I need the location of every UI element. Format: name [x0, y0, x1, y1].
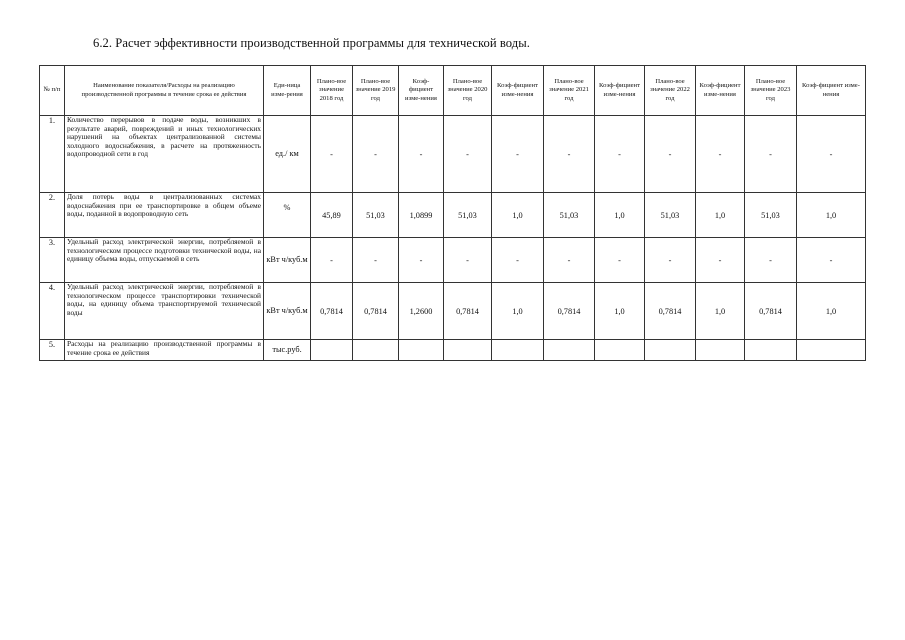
row-value: -: [399, 238, 444, 283]
row-value: -: [797, 116, 866, 193]
row-value: -: [492, 116, 544, 193]
row-value: 1,0899: [399, 193, 444, 238]
header-period: Плано-вое значение 2018 год: [311, 66, 353, 116]
row-unit: тыс.руб.: [264, 340, 311, 361]
header-period: Коэф-фициент изме-нения: [595, 66, 645, 116]
row-value: 0,7814: [444, 283, 492, 340]
row-value: 1,0: [696, 193, 745, 238]
header-period: Коэф-фициент изме-нения: [399, 66, 444, 116]
row-value: -: [745, 116, 797, 193]
row-number: 5.: [40, 340, 65, 361]
row-value: -: [544, 238, 595, 283]
row-value: 1,0: [595, 193, 645, 238]
header-period: Плано-вое значение 2022 год: [645, 66, 696, 116]
row-value: 0,7814: [745, 283, 797, 340]
row-value: 0,7814: [353, 283, 399, 340]
row-value: 0,7814: [645, 283, 696, 340]
row-value: -: [544, 116, 595, 193]
row-value: 1,0: [797, 193, 866, 238]
page-title: 6.2. Расчет эффективности производственной программы для технической воды.: [93, 36, 530, 50]
row-value: [544, 340, 595, 361]
row-value: [492, 340, 544, 361]
row-value: -: [311, 238, 353, 283]
table-row: [40, 340, 866, 361]
header-period: Плано-вое значение 2023 год: [745, 66, 797, 116]
row-value: [745, 340, 797, 361]
row-value: 51,03: [544, 193, 595, 238]
row-value: 45,89: [311, 193, 353, 238]
header-period: Плано-вое значение 2020 год: [444, 66, 492, 116]
row-value: 1,2600: [399, 283, 444, 340]
row-value: -: [595, 238, 645, 283]
header-unit: Еди-ница изме-рения: [264, 66, 311, 116]
row-indicator-name: Удельный расход электрической энергии, потребляемой в технологическом процессе транспортировки технической воды, на единицу объема транспортируемой технической воды: [65, 283, 264, 340]
row-value: -: [311, 116, 353, 193]
row-value: [797, 340, 866, 361]
row-value: 1,0: [595, 283, 645, 340]
header-period: Коэф-фициент изме-нения: [492, 66, 544, 116]
row-value: [353, 340, 399, 361]
header-period: Коэф-фициент изме-нения: [696, 66, 745, 116]
row-indicator-name: Доля потерь воды в централизованных системах водоснабжения при ее транспортировке в общем объеме воды, поданной в водопроводную сеть: [65, 193, 264, 238]
table-header-row: [40, 66, 866, 116]
table-row: [40, 193, 866, 238]
row-unit: кВт ч/куб.м: [264, 283, 311, 340]
efficiency-table: [39, 65, 866, 361]
row-unit: кВт ч/куб.м: [264, 238, 311, 283]
row-value: -: [645, 238, 696, 283]
row-value: [311, 340, 353, 361]
row-value: [399, 340, 444, 361]
row-value: [444, 340, 492, 361]
row-value: -: [492, 238, 544, 283]
row-unit: ед./ км: [264, 116, 311, 193]
row-value: -: [353, 116, 399, 193]
row-indicator-name: Количество перерывов в подаче воды, возникших в результате аварий, повреждений и иных технологических нарушений на объектах централизованной системы холодного водоснабжения, в расчете на протяженность водопроводной сети в год: [65, 116, 264, 193]
row-value: 0,7814: [311, 283, 353, 340]
row-value: -: [595, 116, 645, 193]
row-value: 1,0: [696, 283, 745, 340]
header-period: Коэф-фициент изме-нения: [797, 66, 866, 116]
row-number: 4.: [40, 283, 65, 340]
row-value: -: [645, 116, 696, 193]
row-value: -: [444, 116, 492, 193]
row-value: 1,0: [492, 283, 544, 340]
row-indicator-name: Удельный расход электрической энергии, потребляемой в технологическом процессе подготовки технической воды, на единицу объема воды, отпускаемой в сеть: [65, 238, 264, 283]
row-value: [696, 340, 745, 361]
row-value: 1,0: [797, 283, 866, 340]
row-value: 51,03: [353, 193, 399, 238]
row-unit: %: [264, 193, 311, 238]
table-row: [40, 116, 866, 193]
row-indicator-name: Расходы на реализацию производственной программы в течение срока ее действия: [65, 340, 264, 361]
row-value: -: [399, 116, 444, 193]
row-value: -: [696, 238, 745, 283]
row-number: 1.: [40, 116, 65, 193]
header-num: № п/п: [40, 66, 65, 116]
row-value: 51,03: [444, 193, 492, 238]
header-name: Наименование показателя/Расходы на реализацию производственной программы в течение срока ее действия: [65, 66, 264, 116]
header-period: Плано-вое значение 2021 год: [544, 66, 595, 116]
row-value: 0,7814: [544, 283, 595, 340]
table-row: [40, 238, 866, 283]
row-value: 51,03: [645, 193, 696, 238]
row-number: 3.: [40, 238, 65, 283]
row-value: 51,03: [745, 193, 797, 238]
row-number: 2.: [40, 193, 65, 238]
row-value: -: [696, 116, 745, 193]
row-value: [595, 340, 645, 361]
row-value: -: [745, 238, 797, 283]
row-value: -: [444, 238, 492, 283]
row-value: [645, 340, 696, 361]
row-value: -: [797, 238, 866, 283]
table-row: [40, 283, 866, 340]
row-value: -: [353, 238, 399, 283]
row-value: 1,0: [492, 193, 544, 238]
header-period: Плано-вое значение 2019 год: [353, 66, 399, 116]
